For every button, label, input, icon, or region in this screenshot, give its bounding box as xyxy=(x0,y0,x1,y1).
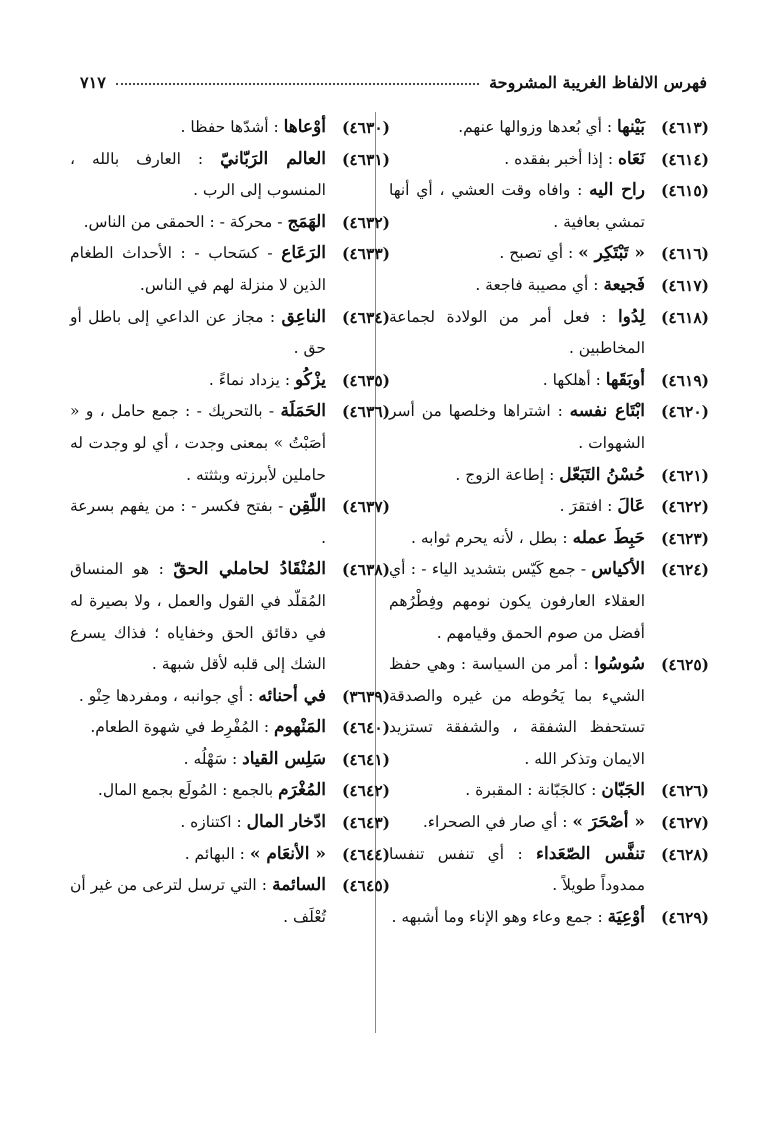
glossary-entry xyxy=(389,270,709,302)
entry-headword: راح اليه xyxy=(589,180,645,201)
entry-definition: : المُفْرِط في شهوة الطعام. xyxy=(90,718,274,737)
entry-headword: المُغْرَم xyxy=(278,780,326,801)
glossary-entry xyxy=(389,554,709,649)
entry-headword: يزْكُو xyxy=(295,369,326,390)
glossary-entry xyxy=(389,112,709,144)
entry-headword: سَلِس القياد xyxy=(242,748,326,769)
header-title: فهرس الالفاظ الغريبة المشروحة xyxy=(489,73,707,92)
entry-text xyxy=(389,902,645,934)
glossary-entry xyxy=(389,238,709,270)
entry-definition: : هو المنساق المُقلّد في القول والعمل ، ولا بصيرة له في دقائق الحق وخفاياه ؛ فذاك يسرع الشك إلى قلبه لأقل شبهة . xyxy=(70,560,326,674)
header-dotted-leader xyxy=(116,83,479,85)
entry-number: (٤٦٤٠) xyxy=(342,718,390,738)
entry-headword: فَجيعة xyxy=(603,274,645,295)
entry-text xyxy=(389,839,645,902)
entry-number: (٤٦٣٦) xyxy=(342,402,390,422)
entry-headword: لِدُوا xyxy=(617,306,645,327)
entry-number: (٤٦٣١) xyxy=(342,149,390,169)
entry-definition: : البهائم . xyxy=(184,844,250,863)
entry-headword: « تَبْتَكِر » xyxy=(578,243,645,264)
entry-text xyxy=(70,302,326,365)
entry-headword: « الأنعَام » xyxy=(249,843,326,864)
entry-headword: أوْعِيَة xyxy=(607,906,645,927)
entry-headword: حَبِطَ عمله xyxy=(572,527,645,548)
entry-number: (٤٦٢٦) xyxy=(661,781,709,801)
entry-number: (٤٦٢١) xyxy=(661,465,709,485)
entry-number: (٤٦١٧) xyxy=(661,275,709,295)
entry-text xyxy=(70,744,326,776)
glossary-entry xyxy=(389,365,709,397)
right-column xyxy=(389,112,709,933)
entry-definition: : إطاعة الزوج . xyxy=(455,465,560,484)
entry-text xyxy=(389,523,645,555)
glossary-entry xyxy=(389,523,709,555)
entry-definition: : أهلكها . xyxy=(542,370,606,389)
entry-headword: الأكياس xyxy=(591,559,645,580)
glossary-entry xyxy=(70,112,390,144)
entry-number: (٤٦١٥) xyxy=(661,181,709,201)
entry-headword: المَنْهوم xyxy=(273,717,326,738)
entry-number: (٤٦٢٣) xyxy=(661,528,709,548)
glossary-entry xyxy=(70,491,390,554)
entry-definition: : التي ترسل لترعى من غير أن تُعْلَف . xyxy=(70,876,326,926)
entry-definition: - كسَحاب - : الأحداث الطغام الذين لا منزلة لهم في الناس. xyxy=(70,244,326,294)
glossary-entry xyxy=(389,144,709,176)
entry-number: (٤٦٢٢) xyxy=(661,497,709,517)
entry-text xyxy=(389,270,645,302)
entry-number: (٤٦٣٨) xyxy=(342,560,390,580)
glossary-entry xyxy=(389,396,709,459)
glossary-entry xyxy=(70,144,390,207)
entry-text xyxy=(389,807,645,839)
entry-text xyxy=(389,491,645,523)
entry-headword: عَالَ xyxy=(617,496,645,517)
entry-definition: : أي بُعدها وزوالها عنهم. xyxy=(458,118,617,136)
entry-headword: نَعَاه xyxy=(617,148,645,169)
entry-definition: - محركة - : الحمقى من الناس. xyxy=(83,212,288,231)
entry-headword: « أصْحَرَ » xyxy=(572,812,645,833)
entry-headword: تنفَّس الصّعَداء xyxy=(536,843,645,864)
entry-text xyxy=(70,207,326,239)
entry-number: (٤٦٢٨) xyxy=(661,844,709,864)
glossary-entry xyxy=(389,807,709,839)
entry-number: (٤٦٢٤) xyxy=(661,560,709,580)
glossary-entry xyxy=(389,775,709,807)
entry-headword: ابْتَاع نفسه xyxy=(569,401,645,422)
entry-text xyxy=(70,144,326,207)
entry-headword: الجَبّان xyxy=(601,780,645,801)
glossary-entry xyxy=(70,207,390,239)
entry-headword: اللّقِن xyxy=(288,496,326,517)
glossary-entry xyxy=(389,302,709,365)
entry-number: (٤٦٣٢) xyxy=(342,212,390,232)
entry-definition: : كالجَبّانة : المقبرة . xyxy=(465,781,602,800)
entry-definition: : أمر من السياسة : وهي حفظ الشيء بما يَحُوطه من غيره والصدقة تستحفظ الشفقة ، والشفقة تستزيد الايمان وتذكر الله . xyxy=(389,655,645,768)
entry-definition: - جمع كَيّس بتشديد الياء - : أي العقلاء العارفون يكون نومهم وفِطْرُهم أفضل من صوم الحمق وقيامهم . xyxy=(389,560,645,642)
glossary-entry xyxy=(70,396,390,491)
glossary-entry xyxy=(70,365,390,397)
entry-definition: : أي تصبح . xyxy=(499,244,579,263)
entry-text xyxy=(389,775,645,807)
entry-text xyxy=(70,681,326,713)
entry-headword: الناعِق xyxy=(281,306,326,327)
entry-number: (٤٦١٤) xyxy=(661,149,709,169)
glossary-entry xyxy=(389,491,709,523)
entry-text xyxy=(70,775,326,807)
entry-number: (٤٦٣٥) xyxy=(342,370,390,390)
entry-definition: : جمع وعاء وهو الإناء وما أشبهه . xyxy=(391,907,608,926)
entry-headword: المُنْقَادُ لحاملي الحقّ xyxy=(173,559,326,580)
entry-number: (٤٦٤٢) xyxy=(342,781,390,801)
entry-number: (٤٦٣٣) xyxy=(342,244,390,264)
page-number: ٧١٧ xyxy=(80,73,106,92)
glossary-entry xyxy=(389,175,709,238)
entry-text xyxy=(70,839,326,871)
entry-text xyxy=(70,365,326,397)
glossary-entry xyxy=(70,681,390,713)
left-column xyxy=(70,112,390,933)
entry-text xyxy=(389,238,645,270)
glossary-entry xyxy=(389,839,709,902)
entry-definition: : فعل أمر من الولادة لجماعة المخاطبين . xyxy=(389,307,645,358)
entry-text xyxy=(70,870,326,933)
entry-definition: - بالتحريك - : جمع حامل ، و « أصَبْتُ » بمعنى وجدت ، أي لو وجدت له حاملين لأبرزته وبثثته . xyxy=(70,402,326,484)
entry-headword: الحَمَلَة xyxy=(280,401,326,422)
glossary-entry xyxy=(70,554,390,680)
entry-definition: : بطل ، لأنه يحرم ثوابه . xyxy=(410,528,573,547)
entry-headword: سُوسُوا xyxy=(594,654,645,675)
entry-definition: : مجاز عن الداعي إلى باطل أو حق . xyxy=(70,307,326,358)
glossary-entry xyxy=(70,302,390,365)
entry-headword: أوبَقَها xyxy=(605,369,645,390)
entry-definition: : اشتراها وخلصها من أسر الشهوات . xyxy=(389,402,645,452)
entry-text xyxy=(389,112,645,144)
entry-text xyxy=(389,460,645,492)
glossary-entry xyxy=(70,775,390,807)
entry-number: (٤٦٢٠) xyxy=(661,402,709,422)
entry-definition: : العارف بالله ، المنسوب إلى الرب . xyxy=(70,149,326,200)
glossary-entry xyxy=(389,649,709,775)
entry-headword: في أحنائه xyxy=(258,685,326,706)
entry-headword: السائمة xyxy=(272,875,326,896)
entry-number: (٤٦١٦) xyxy=(661,244,709,264)
entry-headword: الرَعَاع xyxy=(281,243,326,264)
entry-text xyxy=(70,712,326,744)
entry-number: (٤٦٤٥) xyxy=(342,876,390,896)
entry-text xyxy=(389,554,645,649)
entry-number: (٤٦٣٠) xyxy=(342,118,390,137)
entry-definition: - بفتح فكسر - : من يفهم بسرعة . xyxy=(70,497,326,547)
entry-definition: : اكتنازه . xyxy=(180,813,247,832)
entry-definition: : سَهْلُه . xyxy=(183,749,243,768)
entry-number: (٤٦٤١) xyxy=(342,749,390,769)
entry-headword: حُسْنُ التَبَعّل xyxy=(559,464,645,485)
glossary-entry xyxy=(70,238,390,301)
entry-headword: الهَمَج xyxy=(287,211,326,232)
entry-text xyxy=(389,302,645,365)
entry-definition: : إذا أخبر بفقده . xyxy=(504,149,618,168)
entry-number: (٤٦٢٧) xyxy=(661,813,709,833)
entry-number: (٣٦٣٩) xyxy=(342,686,390,706)
entry-text xyxy=(70,238,326,301)
entry-headword: العالم الرَبّانيّ xyxy=(220,148,326,169)
entry-text xyxy=(389,144,645,176)
glossary-entry xyxy=(70,870,390,933)
entry-definition: : أي جوانبه ، ومفردها حِنْو . xyxy=(78,686,259,705)
glossary-entry xyxy=(70,712,390,744)
entry-text xyxy=(70,112,326,144)
entry-text xyxy=(389,396,645,459)
entry-text xyxy=(70,491,326,554)
entry-number: (٤٦٢٥) xyxy=(661,655,709,675)
glossary-entry xyxy=(70,807,390,839)
glossary-entry xyxy=(389,460,709,492)
entry-text xyxy=(70,554,326,680)
entry-text xyxy=(70,807,326,839)
entry-number: (٤٦١٣) xyxy=(661,118,709,137)
entry-text xyxy=(389,649,645,775)
entry-definition: : افتقرَ . xyxy=(559,497,618,516)
entry-number: (٤٦٤٣) xyxy=(342,813,390,833)
entry-number: (٤٦١٩) xyxy=(661,370,709,390)
entry-number: (٤٦٣٧) xyxy=(342,497,390,517)
entry-definition: : أشدّها حفظا . xyxy=(180,118,284,136)
running-header xyxy=(80,62,707,92)
entry-definition: : أي تنفس تنفسا ممدوداً طويلاً . xyxy=(389,844,645,895)
glossary-entry xyxy=(389,902,709,934)
entry-text xyxy=(389,365,645,397)
entry-definition: : أي صار في الصحراء. xyxy=(422,813,573,832)
entry-definition: : يزداد نماءً . xyxy=(208,370,295,389)
entry-number: (٤٦١٨) xyxy=(661,307,709,327)
entry-number: (٤٦٣٤) xyxy=(342,307,390,327)
entry-definition: : وافاه وقت العشي ، أي أنها تمشي بعافية . xyxy=(389,181,645,231)
entry-number: (٤٦٢٩) xyxy=(661,907,709,927)
entry-headword: أوْعاها xyxy=(283,117,326,137)
glossary-entry xyxy=(70,839,390,871)
entry-definition: : أي مصيبة فاجعة . xyxy=(475,275,604,294)
entry-definition: بالجمع : المُولَع بجمع المال. xyxy=(97,781,279,800)
entry-number: (٤٦٤٤) xyxy=(342,844,390,864)
entry-text xyxy=(389,175,645,238)
entry-headword: بَيْنها xyxy=(616,117,645,137)
entry-text xyxy=(70,396,326,491)
glossary-entry xyxy=(70,744,390,776)
entry-headword: ادّخار المال xyxy=(246,812,326,833)
